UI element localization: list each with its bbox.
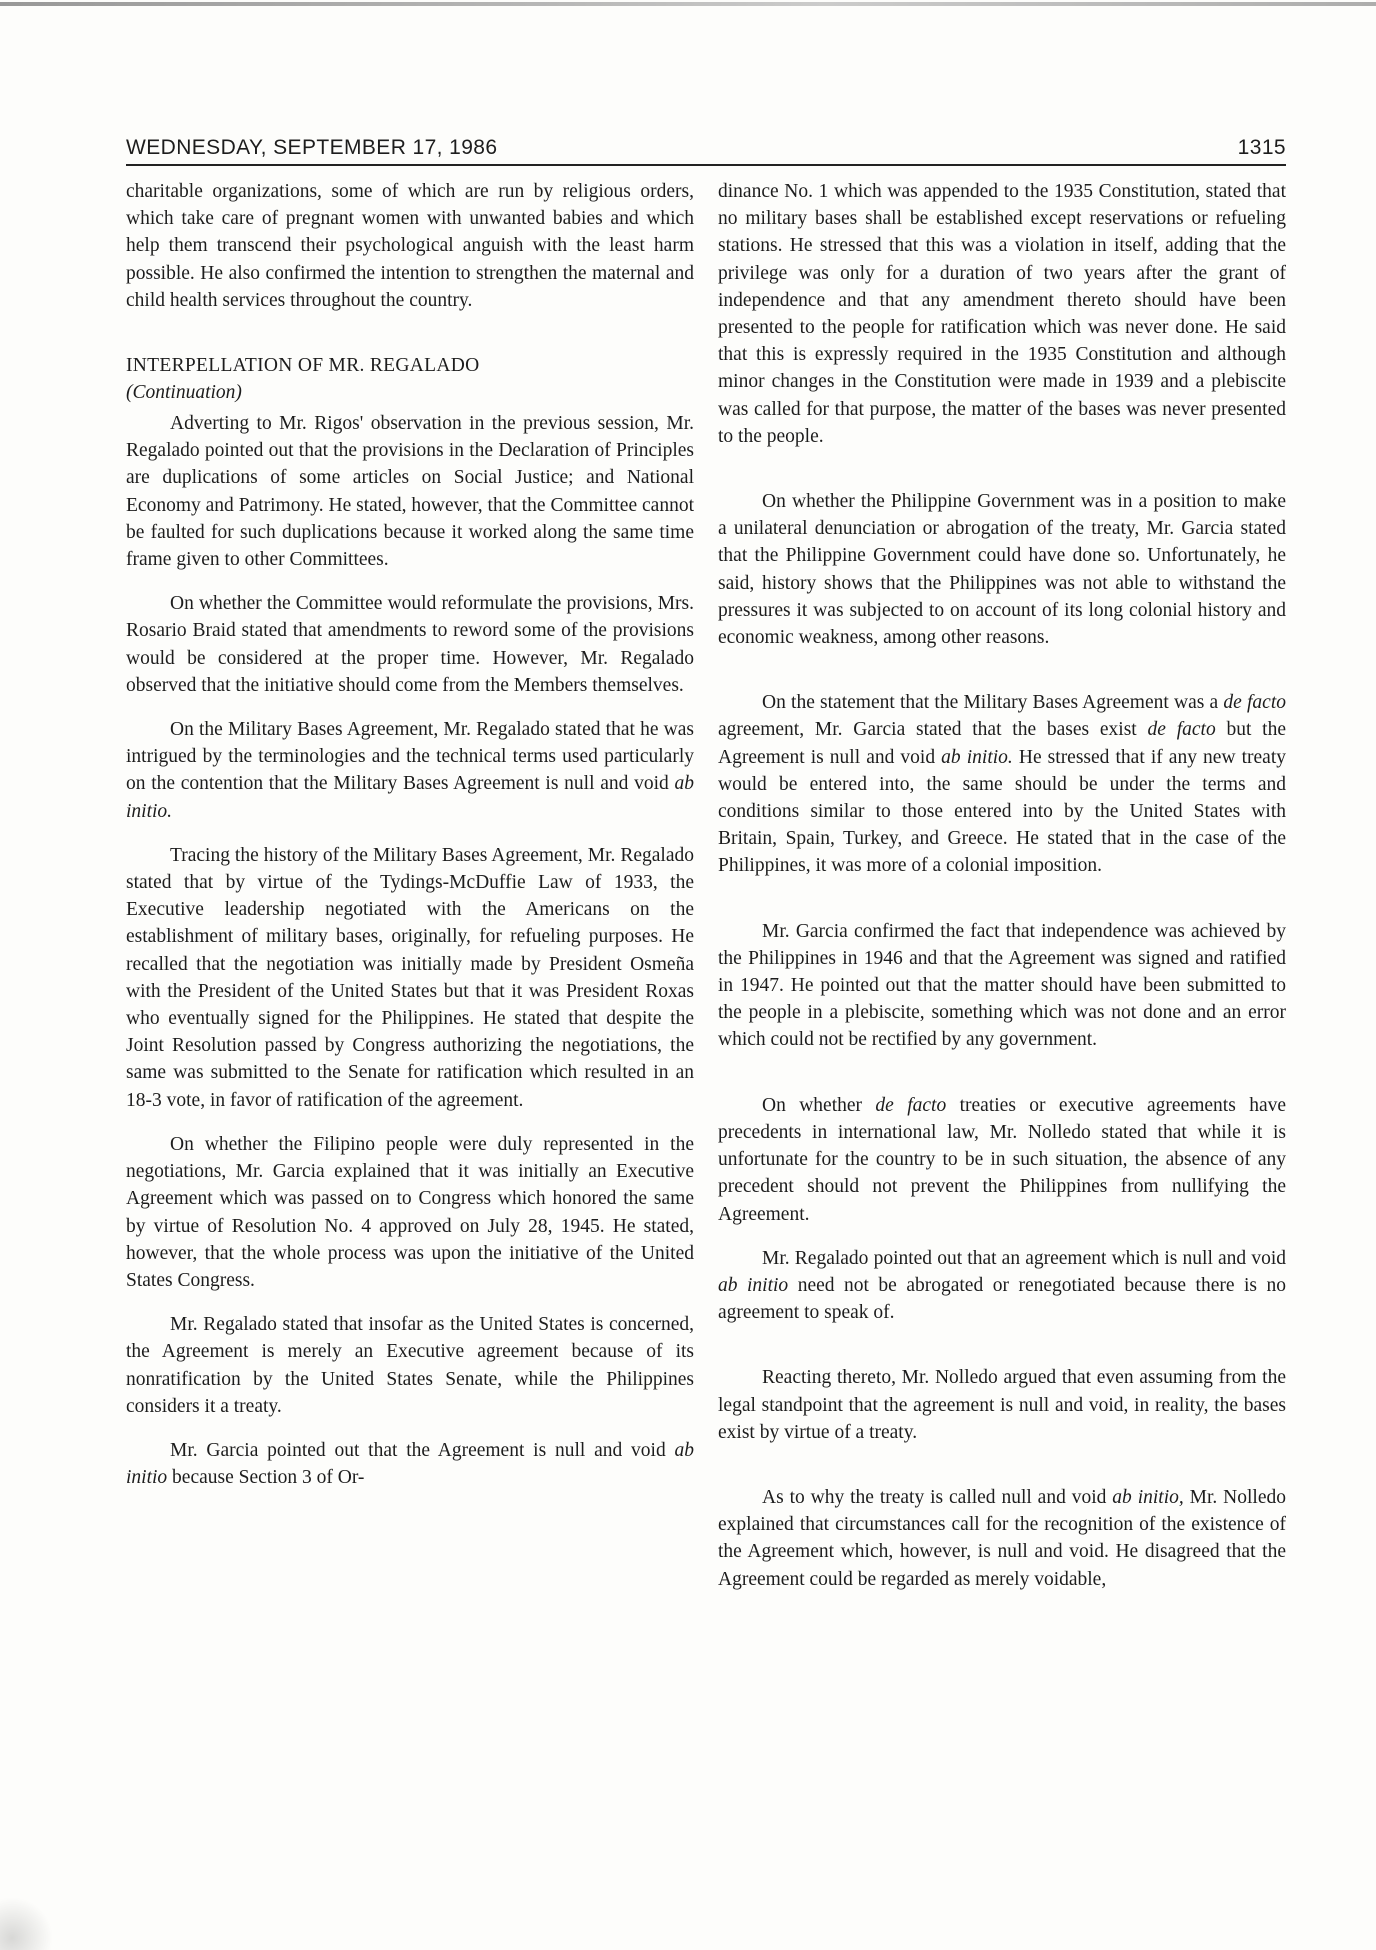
paragraph: Mr. Garcia confirmed the fact that independence was achieved by the Philippines in 1946 and that the Agreement was signed and ratified in 1947. He pointed out that the matter should have been submitted to the people in a plebiscite, something which was not done and an error which could not be rectified by any government.	[718, 920, 1286, 1051]
text-columns	[126, 178, 1286, 1798]
text-run: agreement, Mr. Garcia stated that the bases exist	[718, 719, 1148, 741]
text-run: On the statement that the Military Bases Agreement was a	[762, 692, 1224, 714]
text-run: Mr. Regalado pointed out that an agreement which is null and void	[762, 1247, 1286, 1269]
right-column	[718, 178, 1286, 1798]
paragraph: Tracing the history of the Military Bases Agreement, Mr. Regalado stated that by virtue of the Tydings-McDuffie Law of 1933, the Executive leadership negotiated with the Americans on the establishment of military bases, originally, for refueling purposes. He recalled that the negotiation was initially made by President Osmeña with the President of the United States but that it was President Roxas who eventually signed for the Philippines. He stated that despite the Joint Resolution passed by Congress authorizing the negotiations, the same was submitted to the Senate for ratification which resulted in an 18-3 vote, in favor of ratification of the agreement.	[126, 844, 694, 1111]
text-run: He stressed that if any new treaty would be entered into, the same should be under the terms and conditions similar to those entered into by the United States with Britain, Spain, Turkey, and Greece. He stated that in the case of the Philippines, it was more of a colonial imposition.	[718, 746, 1286, 877]
italic-term: ab initio	[718, 1274, 789, 1296]
italic-term: ab initio,	[1112, 1486, 1184, 1508]
paragraph: Adverting to Mr. Rigos' observation in the previous session, Mr. Regalado pointed out that the provisions in the Declaration of Principles are duplications of some articles on Social Justice; and National Economy and Patrimony. He stated, however, that the Committee cannot be faulted for such duplications because it worked along the same time frame given to other Committees.	[126, 413, 694, 571]
page-header	[126, 124, 1286, 166]
left-column	[126, 178, 694, 1798]
paragraph	[126, 716, 694, 825]
paragraph: charitable organizations, some of which are run by religious orders, which take care of pregnant women with unwanted babies and which help them transcend their psychological anguish with the least harm possible. He also confirmed the intention to strengthen the maternal and child health services throughout the country.	[126, 181, 694, 311]
text-run: Mr. Garcia pointed out that the Agreement is null and void	[170, 1439, 675, 1461]
text-run: As to why the treaty is called null and void	[762, 1486, 1113, 1508]
italic-term: ab initio.	[126, 773, 694, 822]
italic-term: de facto	[1223, 692, 1286, 714]
paragraph	[718, 1092, 1286, 1228]
paragraph: On whether the Filipino people were duly represented in the negotiations, Mr. Garcia explained that it was initially an Executive Agreement which was passed on to Congress which honored the same by virtue of Resolution No. 4 approved on July 28, 1945. He stated, however, that the whole process was upon the initiative of the United States Congress.	[126, 1133, 694, 1291]
italic-term: ab initio	[126, 1439, 694, 1489]
italic-term: de facto	[1147, 719, 1216, 741]
paragraph: Mr. Regalado stated that insofar as the United States is concerned, the Agreement is merely an Executive agreement because of its nonratification by the United States Senate, while the Philippines considers it a treaty.	[126, 1314, 694, 1417]
text-run: On whether	[762, 1094, 876, 1116]
header-date: WEDNESDAY, SEPTEMBER 17, 1986	[126, 136, 498, 159]
text-run: need not be abrogated or renegotiated because there is no agreement to speak of.	[718, 1274, 1287, 1324]
paragraph	[718, 1245, 1286, 1327]
text-run: treaties or executive agreements have precedents in international law, Mr. Nolledo stated that while it is unfortunate for the country to be in such situation, the absence of any precedent should not prevent the Philippines from nullifying the Agreement.	[718, 1094, 1286, 1225]
text-run: because Section 3 of Or-	[167, 1467, 365, 1489]
section-subheading: (Continuation)	[126, 382, 242, 404]
paragraph: dinance No. 1 which was appended to the 1935 Constitution, stated that no military bases shall be established except reservations or refueling stations. He stressed that this was a violation in itself, adding that the privilege was only for a duration of two years after the grant of independence and that any amendment thereto should have been presented to the people for ratification which was never done. He said that this is expressly required in the 1935 Constitution and although minor changes in the Constitution were made in 1939 and a plebiscite was called for that purpose, the matter of the bases was never presented to the people.	[718, 181, 1286, 447]
text-run: Mr. Nolledo explained that circumstances call for the recognition of the existence of the Agreement which, however, is null and void. He disagreed that the Agreement could be regarded as merely voidable,	[718, 1486, 1286, 1590]
paragraph: On whether the Committee would reformulate the provisions, Mrs. Rosario Braid stated that amendments to reword some of the provisions would be considered at the proper time. However, Mr. Regalado observed that the initiative should come from the Members themselves.	[126, 593, 694, 696]
page-number: 1315	[1237, 136, 1286, 159]
paragraph: On whether the Philippine Government was in a position to make a unilateral denunciation or abrogation of the treaty, Mr. Garcia stated that the Philippine Government could have done so. Unfortunately, he said, history shows that the Philippines was not able to withstand the pressures it was subjected to on account of its long colonial history and economic weakness, among other reasons.	[718, 491, 1286, 649]
scan-artifact	[0, 1890, 60, 1950]
text-run: On the Military Bases Agreement, Mr. Regalado stated that he was intrigued by the terminologies and the technical terms used particularly on the contention that the Military Bases Agreement is null and void	[126, 719, 694, 795]
top-scan-rule	[0, 2, 1376, 6]
paragraph	[718, 1484, 1286, 1593]
italic-term: de facto	[875, 1094, 947, 1116]
paragraph	[718, 689, 1286, 879]
text-run: but the Agreement is null and void	[718, 719, 1287, 768]
section-heading: INTERPELLATION OF MR. REGALADO	[126, 355, 480, 377]
paragraph: Reacting thereto, Mr. Nolledo argued that even assuming from the legal standpoint that the agreement is null and void, in reality, the bases exist by virtue of a treaty.	[718, 1367, 1286, 1443]
italic-term: ab initio.	[941, 746, 1013, 768]
paragraph	[126, 1437, 694, 1491]
